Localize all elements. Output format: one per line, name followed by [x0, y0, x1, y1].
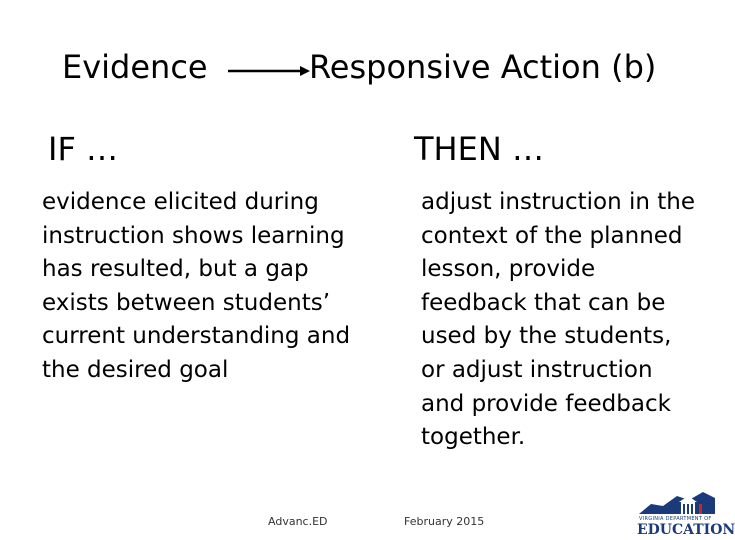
if-condition-text: evidence elicited during instruction shows learning has resulted, but a gap exists between students’ current understanding and the desired goal — [42, 189, 351, 383]
footer-organization: Advanc.ED — [268, 515, 328, 528]
then-heading: THEN … — [414, 130, 544, 168]
vdoe-logo — [637, 490, 735, 540]
if-heading: IF … — [48, 130, 119, 168]
right-arrow-icon — [228, 64, 310, 78]
footer-date: February 2015 — [404, 515, 485, 528]
then-action-text: adjust instruction in the context of the planned lesson, provide feedback that can be used by the students, or adjust instruction and provide feedback together. — [421, 189, 696, 451]
capitol-icon — [637, 490, 717, 516]
logo-subtitle: VIRGINIA DEPARTMENT OF — [639, 516, 712, 522]
logo-wordmark: EDUCATION — [637, 522, 735, 538]
slide-title-responsive-action: Responsive Action (b) — [309, 48, 657, 86]
slide-title-evidence: Evidence — [62, 48, 208, 86]
